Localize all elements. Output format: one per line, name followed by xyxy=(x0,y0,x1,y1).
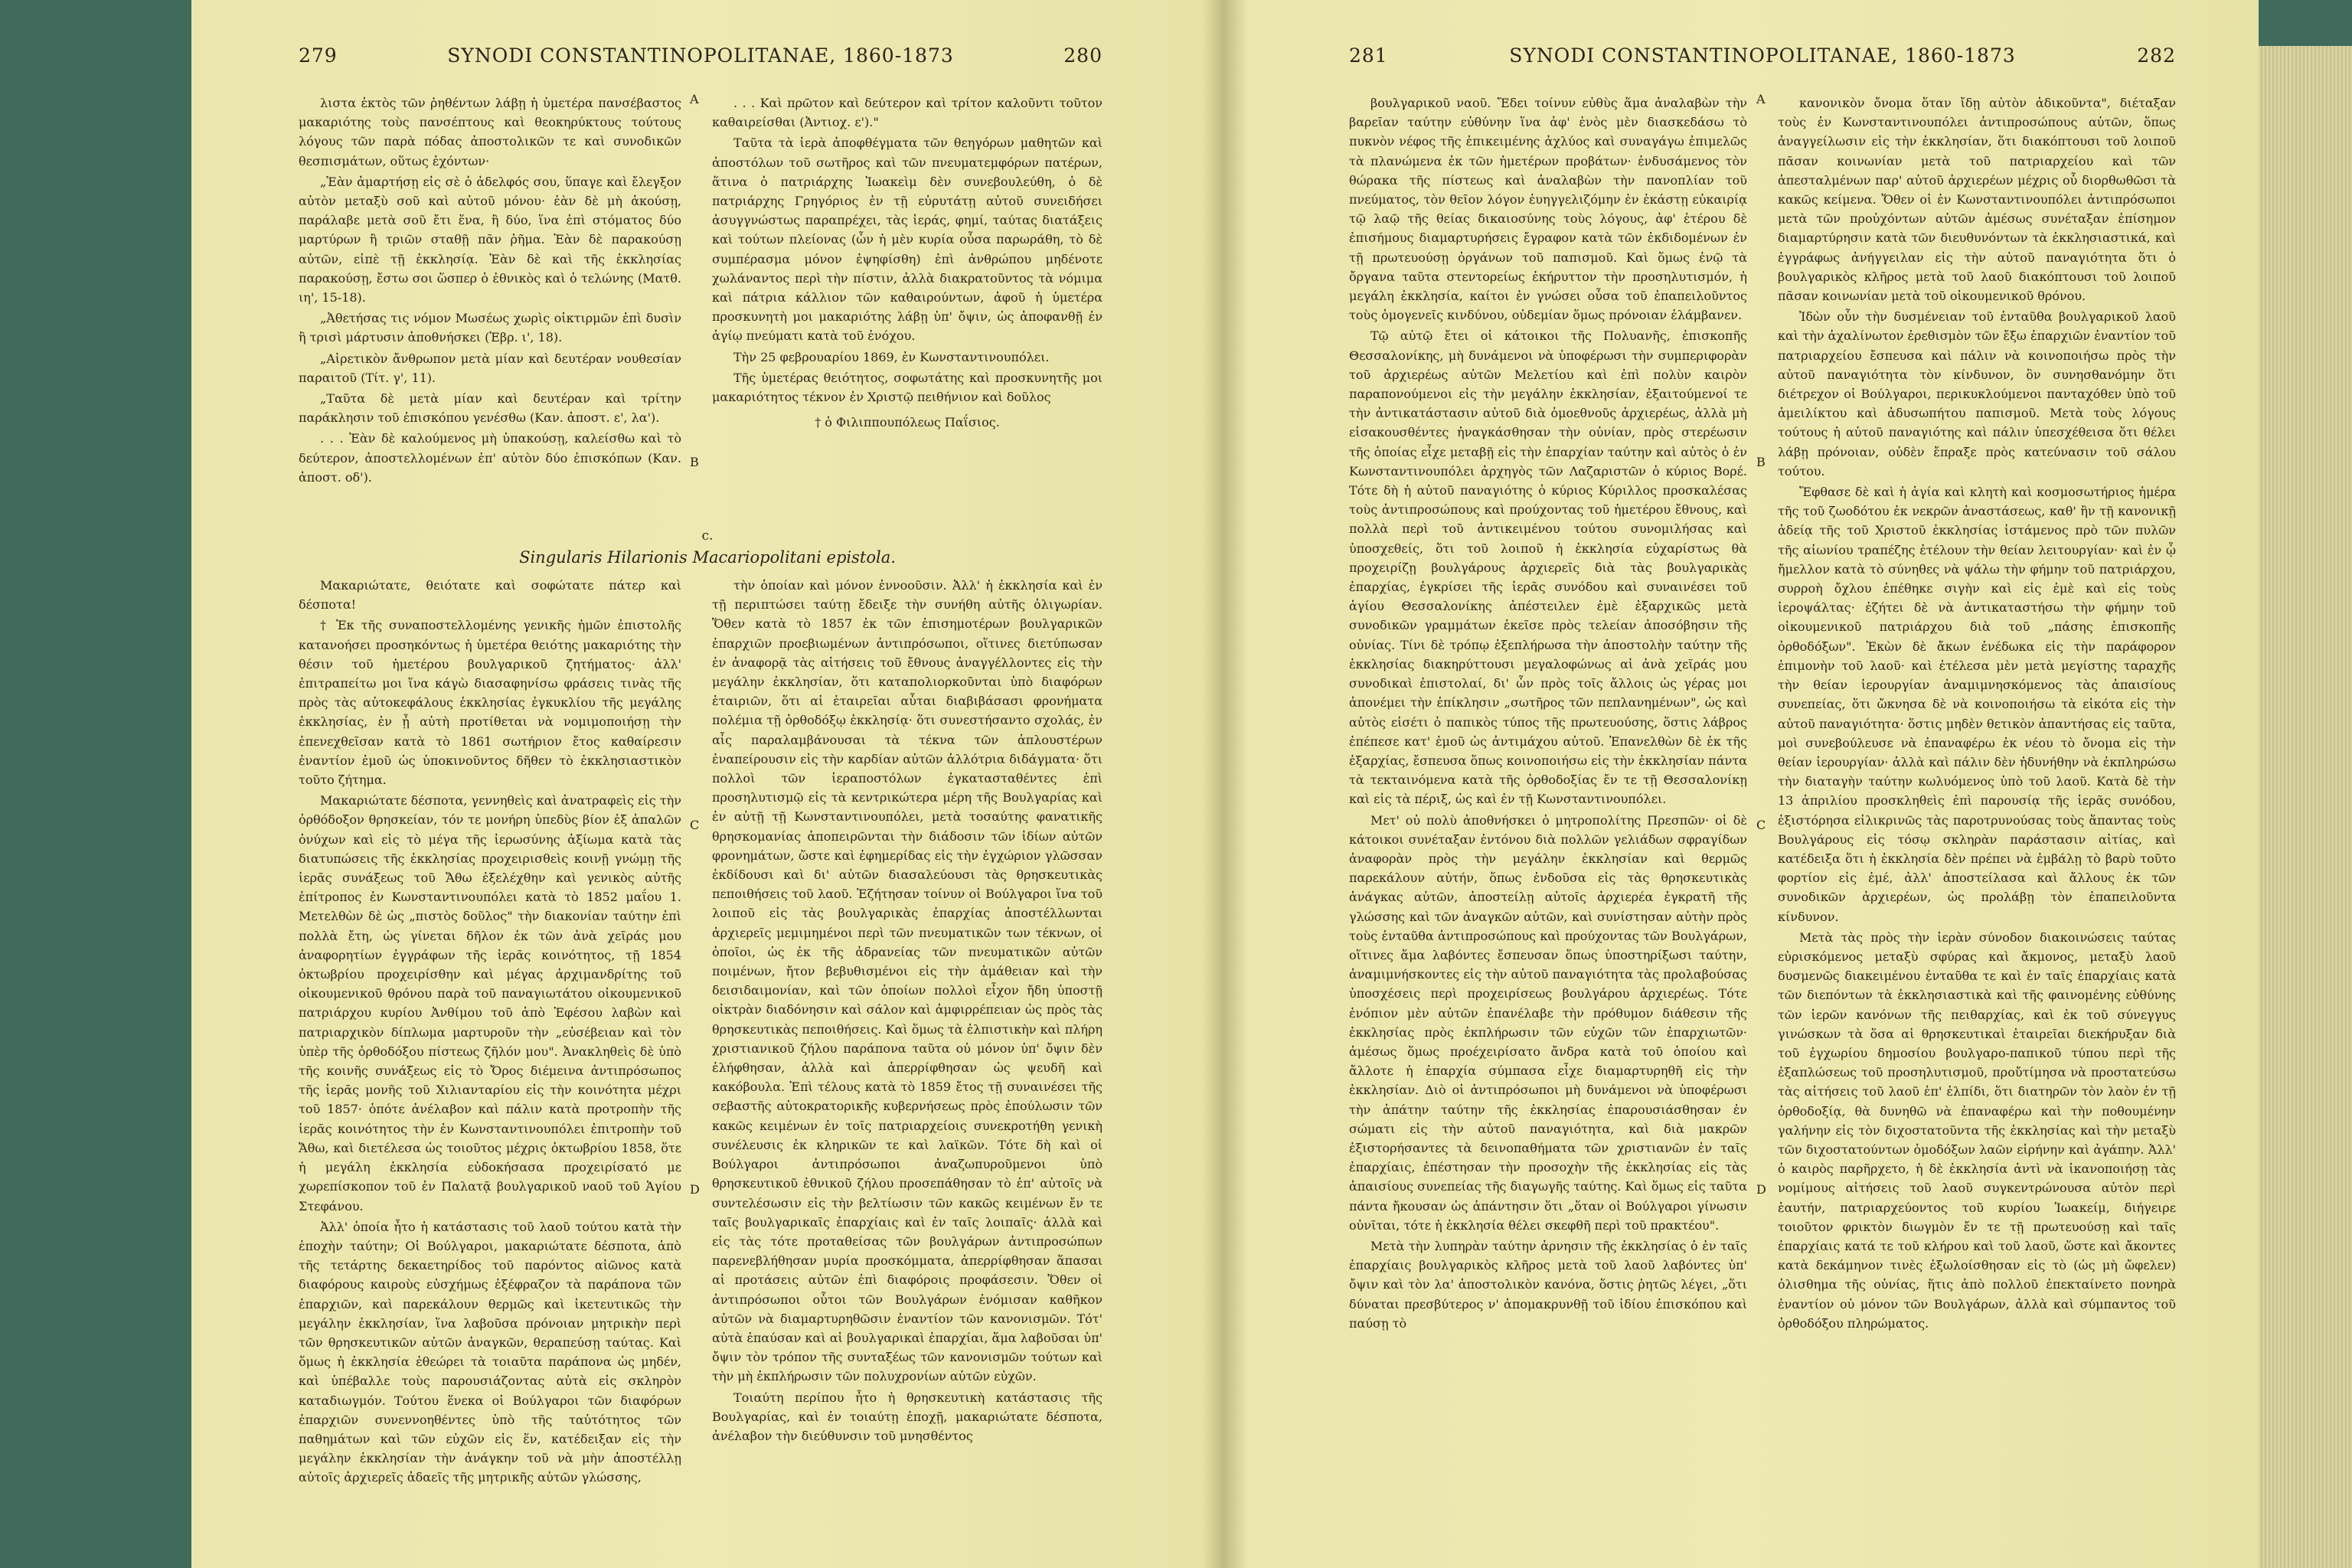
upper-column-right xyxy=(712,93,1102,507)
lower-column-left xyxy=(299,576,681,1540)
paragraph: Τὴν 25 φεβρουαρίου 1869, ἐν Κωνσταντινουπόλει. xyxy=(733,349,1050,364)
page-edges xyxy=(2259,46,2352,1568)
section-title: Singularis Hilarionis Macariopolitani epistola. xyxy=(519,548,896,567)
paragraph: „Ἀθετήσας τις νόμον Μωσέως χωρὶς οἰκτιρμῶν ἐπὶ δυσὶν ἢ τρισὶ μάρτυσιν ἀποθνήσκει (Ἑβρ. ι', 18). xyxy=(299,311,681,345)
section-letter: c. xyxy=(701,528,714,544)
page-header xyxy=(1349,44,2176,75)
page-number-281: 281 xyxy=(1349,44,1388,67)
running-title: SYNODI CONSTANTINOPOLITANAE, 1860-1873 xyxy=(1509,44,2016,67)
paragraph: Μακαριώτατε δέσποτα, γεννηθεὶς καὶ ἀνατραφεὶς εἰς τὴν ὀρθόδοξον θρησκείαν, τόν τε μονήρη ὑπεδὺς βίον ἐξ ἁπαλῶν ὀνύχων καὶ εἰς τὸ μέγα τῆς ἱερωσύνης ἀξίωμα κατὰ τὰς διατυπώσεις τῆς ἐκκλησίας προχειρισθεὶς κοινῇ γνώμῃ τῆς ἱερᾶς συνάξεως τοῦ Ἄθω ἐξελέχθην καὶ γενικὸς αὐτῆς ἐπίτροπος ἐν Κωνσταντινουπόλει κατὰ τὸ 1852 μαΐου 1. Μετελθὼν δὲ ὡς „πιστὸς δοῦλος" τὴν διακονίαν ταύτην ἐπὶ πολλὰ ἔτη, ὡς γίνεται δῆλον ἐκ τῶν ἀνὰ χεῖράς μου ἀναφορητίων ἐγγράφων τῆς ἱερᾶς κοινότητος, τῇ 1854 ὀκτωβρίου προχειρίσθην καὶ μέγας ἀρχιμανδρίτης τοῦ οἰκουμενικοῦ θρόνου παρὰ τοῦ παναγιωτάτου οἰκουμενικοῦ πατριάρχου κυρίου Ἀνθίμου τοῦ ἀπὸ Ἐφέσου λαβὼν καὶ πατριαρχικὸν δίπλωμα μαρτυροῦν τὴν „εὐσέβειαν καὶ τὸν ὑπὲρ τῆς ὀρθοδόξου πίστεως ζῆλόν μου". Ἀνακληθεὶς δὲ ὑπὸ τῆς κοινῆς συνάξεως εἰς τὸ Ὄρος διέμεινα ἀντιπρόσωπος τῆς ἱερᾶς μονῆς τοῦ Χιλιανταρίου εἰς τὴν κοινότητα μέχρι τοῦ 1857· ὁπότε ἀνέλαβον καὶ πάλιν κατὰ προτροπὴν τῆς ἱερᾶς κοινότητος τὴν ἐν Κωνσταντινουπόλει ἐπιτροπὴν τοῦ Ἄθω, καὶ διετέλεσα ὡς τοιοῦτος μέχρις ὀκτωβρίου 1858, ὅτε ἡ μεγάλη ἐκκλησία εὐδοκήσασα προχειρίσατό με χωρεπίσκοπον τοῦ ἐν Παλατᾷ βουλγαρικοῦ ναοῦ τοῦ Ἁγίου Στεφάνου. xyxy=(299,793,681,1214)
margin-marker-a: A xyxy=(1756,92,1766,106)
margin-marker-d: D xyxy=(1756,1182,1766,1197)
page-number-280: 280 xyxy=(1063,44,1102,67)
page-header xyxy=(299,44,1102,75)
margin-marker-c: C xyxy=(1756,818,1766,832)
margin-marker-a: A xyxy=(690,92,699,106)
paragraph: Τοιαύτη περίπου ἦτο ἡ θρησκευτικὴ κατάστασις τῆς Βουλγαρίας, καὶ ἐν τοιαύτῃ ἐποχῇ, μακαριώτατε δέσποτα, ἀνέλαβον τὴν διεύθυνσιν τοῦ μνησθέντος xyxy=(712,1390,1102,1443)
column-right xyxy=(1778,93,2176,1540)
paragraph: † Ἐκ τῆς συναποστελλομένης γενικῆς ἡμῶν ἐπιστολῆς κατανοήσει προσηκόντως ἡ ὑμετέρα θειότης μακαριότης τὴν θέσιν τοῦ ἡμετέρου βουλγαρικοῦ ζητήματος· ἀλλ' ἐπιτραπείτω μοι ἵνα κάγὼ διασαφηνίσω φράσεις τινὰς τῆς πρὸς τὰς αὐτοκεφάλους ἐκκλησίας ἐγκυκλίου τῆς μεγάλης ἐκκλησίας, ἐν ᾗ αὐτὴ προτίθεται νὰ νομιμοποιήσῃ τὴν ἐπενεχθεῖσαν κατὰ τὸ 1861 σωτήριον ἔτος καθαίρεσιν ἐναντίον ἐμοῦ ὡς ὑποκινοῦντος δῆθεν τὸ ἐκκλησιαστικὸν τοῦτο ζήτημα. xyxy=(299,618,681,788)
lower-column-right xyxy=(712,576,1102,1540)
paragraph: Ἔφθασε δὲ καὶ ἡ ἁγία καὶ κλητὴ καὶ κοσμοσωτήριος ἡμέρα τῆς τοῦ ζωοδότου ἐκ νεκρῶν ἀναστάσεως, καθ' ἣν τῇ κανονικῇ ἀδείᾳ τῆς τοῦ Χριστοῦ ἐκκλησίας ἱστάμενος πρὸ τῶν πυλῶν τῆς αἰωνίου τραπέζης ἐτέλουν τὴν θείαν λειτουργίαν· καὶ ἐν ᾧ ἤμελλον κατὰ τὸ σύνηθες νὰ ψάλω τὴν φήμην τοῦ πατριάρχου, συρροὴ ὄχλου ἐπέθηκε σιγὴν καὶ εἰς ἐμὲ καὶ εἰς τοὺς ἱεροψάλτας· ἐζήτει δὲ νὰ ἀντικαταστήσω τὴν φήμην τοῦ οἰκουμενικοῦ πατριάρχου διὰ τοῦ „πάσης ἐπισκοπῆς ὀρθοδόξων". Ἐκὼν δὲ ἄκων ἐνέδωκα εἰς τὴν παράφορον ἐπιμονὴν τοῦ λαοῦ· καὶ ἐτέλεσα μὲν μετὰ μεγίστης ταραχῆς τὴν θείαν ἱερουργίαν ἀναμιμνησκόμενος τὰς ἀπαισίους συνεπείας, ὅτι ὤκνησα δὲ νὰ κοινοποιήσω τὰ εἰκότα εἰς τὴν αὐτοῦ παναγιότητα· ὅστις μηδὲν θετικὸν ἀπαντήσας εἰς ταῦτα, μοὶ συνεβούλευσε νὰ ἐπαναφέρω ἐκ νέου τὸ ὄνομα εἰς τὴν θείαν ἱερουργίαν· ἀλλὰ καὶ πάλιν δὲν ἠδυνήθην νὰ ἐκπληρώσω τὴν διαταγὴν ταύτην κωλυόμενος ὑπὸ τοῦ λαοῦ. Κατὰ δὲ τὴν 13 ἀπριλίου προσκληθεὶς ἐπὶ παρουσίᾳ τῆς ἱερᾶς συνόδου, ἐξιστόρησα εἰλικρινῶς τὰς παροτρυνούσας τοὺς ἅπαντας τοὺς Βουλγάρους εἰς τόσῳ σκληρὰν παράστασιν αἰτίας, καὶ κατέδειξα ὅτι ἡ ἐκκλησία δὲν πρέπει νὰ ἐμβάλῃ τὸ βαρὺ τοῦτο φορτίον εἰς ἐμέ, ἀλλ' ἀποστείλασα καὶ ἄλλους ἐκ τῶν συνοδικῶν ἀρχιερέων, ὡς προλάβῃ τὸν ἐπαπειλοῦντα κίνδυνον. xyxy=(1778,485,2176,924)
page-number-282: 282 xyxy=(2137,44,2176,67)
paragraph: Ἰδὼν οὖν τὴν δυσμένειαν τοῦ ἐνταῦθα βουλγαρικοῦ λαοῦ καὶ τὴν ἀχαλίνωτον ἐρεθισμὸν τῶν ἔξω ἐπαρχιῶν ἐναντίον τοῦ πατριαρχείου ἔσπευσα καὶ πάλιν νὰ κοινοποιήσω πρὸς τὴν αὐτοῦ παναγιότητα τὸν κίνδυνον, ὃν συνησθανόμην ὅτι διέτρεχον οἱ Βούλγαροι, περικυκλούμενοι πανταχόθεν ὑπὸ τοῦ ἀμειλίκτου καὶ ἀδυσωπήτου παπισμοῦ. Μετὰ τοὺς λόγους τούτους ἡ αὐτοῦ παναγιότης καὶ πάλιν ὑπεσχέθεισα ὅτι θέλει λάβῃ πρόνοιαν, οὐδὲν ἔπραξε πρὸς κατεύνασιν τοῦ σάλου τούτου. xyxy=(1778,309,2176,479)
paragraph: Ταῦτα τὰ ἱερὰ ἀποφθέγματα τῶν θεηγόρων μαθητῶν καὶ ἀποστόλων τοῦ σωτῆρος καὶ τῶν πνευματεμφόρων πατέρων, ἅτινα ὁ πατριάρχης Ἰωακεὶμ δὲν συνεβουλεύθη, ὁ δὲ πατριάρχης Γρηγόριος ἐν τῇ εὐρυτάτῃ αὐτοῦ συνειδήσει ἀσυγγνώστως παραπρέχει, τὰς ἱεράς, φημί, ταύτας διατάξεις καὶ τούτων πλείονας (ὧν ἡ μὲν κυρία οὖσα παρωράθη, τὸ δὲ συμπέρασμα μόνον ἐψηφίσθη) ἐπὶ ἀνθρώπου μηδένοτε χωλάναντος περὶ τὴν πίστιν, ἀλλὰ διακρατοῦντος τὰ νόμιμα καὶ πάτρια κάλλιον τῶν καθαιρούντων, ἀφοῦ ἡ ὑμετέρα προσκυνητὴ μοι μακαριότης λάβῃ ὑπ' ὄψιν, ὡς ἀποφανθῇ ἐν ἁγίῳ πνεύματι κατὰ τοῦ ἐνόχου. xyxy=(712,136,1102,344)
paragraph: λιστα ἐκτὸς τῶν ῥηθέντων λάβῃ ἡ ὑμετέρα πανσέβαστος μακαριότης τοὺς πανσέπτους καὶ θεοκηρύκτους τούτους λόγους τῶν παρὰ πόδας ἀποστολικῶν τε καὶ συνοδικῶν θεσπισμάτων, οὕτως ἐχόντων· xyxy=(299,96,681,168)
paragraph: . . . Καὶ πρῶτον καὶ δεύτερον καὶ τρίτον καλοῦντι τοῦτον καθαιρείσθαι (Ἀντιοχ. ε')." xyxy=(712,96,1102,130)
running-title: SYNODI CONSTANTINOPOLITANAE, 1860-1873 xyxy=(447,44,954,67)
left-page xyxy=(191,0,1223,1568)
paragraph: Τῆς ὑμετέρας θειότητος, σοφωτάτης καὶ προσκυνητῆς μοι μακαριότητος τέκνον ἐν Χριστῷ πειθήνιον καὶ δοῦλος xyxy=(712,370,1102,405)
paragraph: „Ταῦτα δὲ μετὰ μίαν καὶ δευτέραν καὶ τρίτην παράκλησιν τοῦ ἐπισκόπου γενέσθω (Καν. ἀποστ. ε', λα'). xyxy=(299,391,681,426)
page-number-279: 279 xyxy=(299,44,338,67)
paragraph: „Αἱρετικὸν ἄνθρωπον μετὰ μίαν καὶ δευτέραν νουθεσίαν παραιτοῦ (Τίτ. γ', 11). xyxy=(299,351,681,385)
margin-marker-d: D xyxy=(690,1182,700,1197)
paragraph: Τῷ αὐτῷ ἔτει οἱ κάτοικοι τῆς Πολυανῆς, ἐπισκοπῆς Θεσσαλονίκης, μὴ δυνάμενοι νὰ ὑποφέρωσι τὴν συμπεριφορὰν τοῦ ἀρχιερέως αὐτῶν Μελετίου καὶ ἐπὶ πολὺν καιρὸν παραπονούμενοι εἰς τὴν μεγάλην ἐκκλησίαν, ἐξαιτούμενοί τε τὴν ἀντικατάστασιν αὐτοῦ διὰ ὁμοεθνοῦς ἀρχιερέως, ἀλλὰ μὴ εἰσακουσθέντες ἠναγκάσθησαν τὴν οὐνίαν, πρὸς στερέωσιν τῆς ὁποίας εἶχε μεταβῇ εἰς τὴν ἐπαρχίαν ταύτην καὶ αὐτὸς ὁ ἐν Κωνσταντινουπόλει ἀρχηγὸς τῶν Λαζαριστῶν ὁ κύριος Βορέ. Τότε δὴ ἡ αὐτοῦ παναγιότης ὁ κύριος Κύριλλος προσκαλέσας τοὺς ἀντιπροσώπους καὶ προύχοντας τοῦ ἡμετέρου ἔθνους, καὶ πολλὰ περὶ τοῦ ἀντικειμένου τούτου συνομιλήσας καὶ ὑποσχεθείς, ὅτι τοῦ λοιποῦ ἡ ἐκκλησία εὐχαρίστως θὰ προχειρίζῃ βουλγάρους ἀρχιερεῖς διὰ τὰς βουλγαρικὰς ἐπαρχίας, ἐγκρίσει τῆς ἱερᾶς συνόδου καὶ συναινέσει τοῦ ἁγίου Θεσσαλονίκης ἀπέστειλεν ἐμὲ ἐξαρχικῶς μετὰ συνοδικῶν γραμμάτων ἐκεῖσε πρὸς τελείαν ἀποσόβησιν τῆς οὐνίας. Τίνι δὲ τρόπῳ ἐξεπλήρωσα τὴν ἀποστολὴν ταύτην τῆς ἐκκλησίας διακηρύττουσι μεγαλοφώνως αἱ ἀνὰ χεῖράς μου συνοδικαὶ ἐπιστολαί, δι' ὧν πρὸς τοῖς ἄλλοις ὡς γέρας μοι ἀπονέμει τὴν ἐπίκλησιν „σωτῆρος τῶν πεπλανημένων", ὡς καὶ αὐτὸς εἰσέτι ὁ παπικὸς τύπος τῆς πρωτευούσης, ὅστις λάβρος ἐπέπεσε κατ' ἐμοῦ ὡς ἀντιμάχου αὐτοῦ. Ἐπανελθὼν δὲ ἐκ τῆς ἐξαρχίας, ἔσπευσα ὅπως κοινοποιήσω εἰς τὴν ἐκκλησίαν πάντα τὰ τεκταινόμενα κατὰ τῆς ὀρθοδοξίας ἔν τε τῇ Θεσσαλονίκῃ καὶ εἰς τὰ πέριξ, ὡς καὶ ἐν τῇ Κωνσταντινουπόλει. xyxy=(1349,328,1747,807)
paragraph: Μετὰ τὴν λυπηρὰν ταύτην ἀρνησιν τῆς ἐκκλησίας ὁ ἐν ταῖς ἐπαρχίαις βουλγαρικὸς κλῆρος μετὰ τοῦ λαοῦ λαβόντες ὑπ' ὄψιν καὶ τὸν λα' ἀποστολικὸν κανόνα, ὅστις ῥητῶς λέγει, „ὅτι δύναται πρεσβύτερος ν' ἀπομακρυνθῇ τοῦ ἰδίου ἐπισκόπου καὶ παύσῃ τὸ xyxy=(1349,1238,1747,1331)
paragraph: Ἀλλ' ὁποία ἦτο ἡ κατάστασις τοῦ λαοῦ τούτου κατὰ τὴν ἐποχὴν ταύτην; Οἱ Βούλγαροι, μακαριώτατε δέσποτα, ἀπὸ τῆς τετάρτης δεκαετηρίδος τοῦ παρόντος αἰῶνος κατὰ διαφόρους καιροὺς εὐσχήμως ἐξέφραζον τὰ παράπονα τῶν ἐπαρχιῶν, καὶ παρεκάλουν θερμῶς καὶ ἱκετευτικῶς τὴν μεγάλην ἐκκλησίαν, ἵνα λαβοῦσα πρόνοιαν μητρικὴν περὶ τῶν θρησκευτικῶν αὐτῶν ἀναγκῶν, θεραπεύσῃ ταύτας. Καὶ ὅμως ἡ ἐκκλησία ἐθεώρει τὰ τοιαῦτα παράπονα ὡς μηδέν, καὶ ὑπέβαλλε τοὺς παρουσιάζοντας αὐτὰ εἰς σκληρὸν καταδιωγμόν. Τούτου ἕνεκα οἱ Βούλγαροι τῶν διαφόρων ἐπαρχιῶν συνεννοηθέντες ὑπὸ τῆς ταὐτότητος τῶν παθημάτων καὶ τῶν εὐχῶν εἰς ἕν, κατέδειξαν εἰς τὴν μεγάλην ἐκκλησίαν τὴν ἀνάγκην τοῦ νὰ μὴν ἀποστέλλῃ αὐτοῖς ἀρχιερεῖς ἀδαεῖς τῆς μητρικῆς αὐτῶν γλώσσης, xyxy=(299,1219,681,1485)
open-book xyxy=(191,0,2259,1568)
paragraph: Μακαριώτατε, θειότατε καὶ σοφώτατε πάτερ καὶ δέσποτα! xyxy=(299,578,681,612)
signature: † ὁ Φιλιππουπόλεως Παΐσιος. xyxy=(815,415,1000,430)
paragraph: . . . Ἐὰν δὲ καλούμενος μὴ ὑπακούσῃ, καλείσθω καὶ τὸ δεύτερον, ἀποστελλομένων ἐπ' αὐτὸν δύο ἐπισκόπων (Καν. ἀποστ. οδ'). xyxy=(299,431,681,485)
margin-marker-b: B xyxy=(1756,455,1766,469)
column-left xyxy=(1349,93,1747,1540)
paragraph: βουλγαρικοῦ ναοῦ. Ἔδει τοίνυν εὐθὺς ἅμα ἀναλαβὼν τὴν βαρεῖαν ταύτην εὐθύνην ἵνα ἀφ' ἑνὸς μὲν διασκεδάσω τὸ πυκνὸν νέφος τῆς ἐπικειμένης ἀχλύος καὶ συναγάγω ἐπιμελῶς τὰ πλανώμενα ἐκ τῶν ἡμετέρων προβάτων· ἐνδυσάμενος τὸν θώρακα τῆς πίστεως καὶ ἀναλαβὼν τὴν πανοπλίαν τοῦ πνεύματος, τὸν θεῖον λόγον ἐυηγγελιζόμην ἐν ἑκάστῃ εὐκαιρίᾳ τῷ λαῷ τῆς θείας δικαιοσύνης τοὺς λόγους, ἀφ' ἑτέρου δὲ ἐπισήμους διαμαρτυρήσεις ἔγραφον κατὰ τῶν ἐκδιδομένων ἐν τῇ πρωτευούσῃ ὀργάνων τοῦ παπισμοῦ. Καὶ ὅμως ἐνῷ τὰ ὄργανα ταῦτα στεντορείως ἐκήρυττον τὴν προσηλυτισμόν, ἡ μεγάλη ἐκκλησία, καίτοι ἐν γνώσει οὖσα τοῦ ἐπαπειλοῦντος τοὺς ὁμογενεῖς κινδύνου, οὐδεμίαν ὅμως πρόνοιαν ἐλάμβανεν. xyxy=(1349,96,1747,323)
right-page xyxy=(1227,0,2259,1568)
upper-column-left xyxy=(299,93,681,507)
paragraph: Μετ' οὐ πολὺ ἀποθνήσκει ὁ μητροπολίτης Πρεσπῶν· οἱ δὲ κάτοικοι συνέταξαν ἐντόνου διὰ πολλῶν γελιάδων σφραγίδων ἀναφορὰν πρὸς τὴν μεγάλην ἐκκλησίαν καὶ θερμῶς παρεκάλουν αὐτήν, ὅπως ἐνδοῦσα εἰς τὰς θρησκευτικὰς ἀνάγκας αὐτῶν, ἀποστείλῃ αὐτοῖς ἀρχιερέα ἐγκρατῆ τῆς γλώσσης καὶ τῶν ἀναγκῶν αὐτῶν, καὶ συνίστησαν αὐτὴν πρὸς τοὺς ἐνταῦθα ἀντιπροσώπους καὶ προύχοντας τῶν Βουλγάρων, οἵτινες ἅμα λαβόντες ἔσπευσαν ὅπως ὑποστηρίξωσι ταύτην, ἀναμιμνήσκοντες εἰς τὴν αὐτοῦ παναγιότητα τὰς προλαβούσας ὑποσχέσεις περὶ προχειρίσεως βουλγάρου ἀρχιερέως. Τότε ἐνόπιον μὲν αὐτῶν ἐπανέλαβε τὴν πρόθυμον διάθεσιν τῆς ἐκκλησίας πρὸς ἐκπλήρωσιν τῶν εὐχῶν τῶν ἐπαρχιωτῶν· ἀμέσως ὅμως προέχειρίσατο ἄνδρα κατὰ τοῦ ὁποίου καὶ ἄλλοτε ἡ ἐπαρχία σύμπασα εἶχε διαμαρτυρηθῆ εἰς τὴν ἐκκλησίαν. Διὸ οἱ ἀντιπρόσωποι μὴ δυνάμενοι νὰ ὑποφέρωσι τὴν ἀπάτην ταύτην τῆς ἐκκλησίας ἐπαρουσιάσθησαν ἐν σώματι εἰς τὴν αὐτοῦ παναγιότητα, καὶ διὰ μακρῶν ἐξιστορήσαντες τὰ δεινοπαθήματα τῶν χριστιανῶν ἐν ταῖς ἐπαρχίαις, ἐπέστησαν τὴν προσοχὴν τῆς ἐκκλησίας εἰς τὰς ἀπαισίους συνεπείας τῆς διαγωγῆς ταύτης. Καὶ ὅμως εἰς ταῦτα πάντα ἤκουσαν ὡς ἀπάντησιν ὅτι „ὅταν οἱ Βούλγαροι γίνωσιν οὐνῖται, τότε ἡ ἐκκλησία θέλει σκεφθῆ περὶ τοῦ πρακτέου". xyxy=(1349,812,1747,1233)
paragraph: Μετὰ τὰς πρὸς τὴν ἱερὰν σύνοδον διακοινώσεις ταύτας εὑρισκόμενος μεταξὺ σφύρας καὶ ἄκμονος, μεταξὺ λαοῦ δυσμενῶς διακειμένου ἐνταῦθα τε καὶ ἐν ταῖς ἐπαρχίαις κατὰ τῶν διεπόντων τὰ ἐκκλησιαστικὰ καὶ τῆς φαινομένης εὐθύνης τῶν ἱερῶν κανόνων τῆς πειθαρχίας, καὶ ἐκ τοῦ σύνεγγυς γινώσκων τὰ ὅσα αἱ θρησκευτικαὶ ἑταιρεῖαι διεκήρυξαν διὰ τοῦ ἐγχωρίου δημοσίου βουλγαρο-παπικοῦ τύπου περὶ τῆς ἐξαπλώσεως τοῦ προσηλυτισμοῦ, προὔτίμησα νὰ προστατεύσω τὰς αἰτήσεις τοῦ λαοῦ ἐπ' ἐλπίδι, ὅτι διατηρῶν τὸν λαὸν ἐν τῇ ὀρθοδοξίᾳ, θὰ δυνηθῶ νὰ ἐπαναφέρω καὶ τὴν ποθουμένην γαλήνην εἰς τὸν διχοστατοῦντα τῆς ἐκκλησίας καὶ τὴν μεταξὺ τῶν διχοστατούντων ὁμοδόξων λαῶν εἰρήνην καὶ ἀγάπην. Ἀλλ' ὁ καιρὸς παρῆρχετο, ἡ δὲ ἐκκλησία ἀντὶ νὰ ἱκανοποιήσῃ τὰς νομίμους αἰτήσεις τοῦ λαοῦ συγκεντρώνουσα αὐτὸν περὶ ἑαυτήν, πατριαρχεύοντος τοῦ κυρίου Ἰωακείμ, διήγειρε τοιοῦτον φρικτὸν διωγμὸν ἔν τε τῇ πρωτευούσῃ καὶ ταῖς ἐπαρχίαις κατά τε τοῦ κλήρου καὶ τοῦ λαοῦ, ὥστε καὶ ἄκοντες κατὰ δεκάμηνον τινὲς ἐξωλοίσθησαν εἰς τὸ (ὡς μὴ ὤφελεν) ὀλισθημα τῆς οὐνίας, ἥτις ἀπὸ πολλοῦ ἐπεκταίνετο πονηρὰ ἐναντίον οὐ μόνον τῶν Βουλγάρων, ἀλλὰ καὶ σύμπαντος τοῦ ὀρθοδόξου πληρώματος. xyxy=(1778,929,2176,1331)
paragraph: κανονικὸν ὄνομα ὅταν ἴδῃ αὐτὸν ἀδικοῦντα", διέταξαν τοὺς ἐν Κωνσταντινουπόλει ἀντιπροσώπους αὐτῶν, ὅπως ἀναγγείλωσιν εἰς τὴν ἐκκλησίαν, ὅτι διακόπτουσι τοῦ λοιποῦ πᾶσαν κοινωνίαν μετὰ τοῦ πατριαρχείου καὶ τῶν ἀπεσταλμένων παρ' αὐτοῦ ἀρχιερέων μέχρις οὗ διορθωθῶσι τὰ κακῶς κείμενα. Ὅθεν οἱ ἐν Κωνσταντινουπόλει ἀντιπρόσωποι μετὰ τῶν προὐχόντων αὐτῶν ἀμέσως συνέταξαν ἐπίσημον διαμαρτύρησιν κατὰ τῶν διευθυνόντων τὰ ἐκκλησιαστικά, καὶ ἐγγράφως ἀνήγγειλαν εἰς τὴν αὐτοῦ παναγιότητα ὅτι ὁ βουλγαρικὸς κλῆρος μετὰ τοῦ λαοῦ διακόπτουσι τοῦ λοιποῦ πᾶσαν κοινωνίαν μετὰ τοῦ οἰκουμενικοῦ θρόνου. xyxy=(1778,96,2176,304)
paragraph: τὴν ὁποίαν καὶ μόνον ἐννοοῦσιν. Ἀλλ' ἡ ἐκκλησία καὶ ἐν τῇ περιπτώσει ταύτῃ ἔδειξε τὴν συνήθη αὐτῆς ὀλιγωρίαν. Ὅθεν κατὰ τὸ 1857 ἐκ τῶν ἐπισημοτέρων βουλγαρικῶν ἐπαρχιῶν προεβιωμένων ἀντιπρόσωποι, οἵτινες διετύπωσαν ἐν ἀναφορᾷ τὰς αἰτήσεις τοῦ ἔθνους ἀναγγέλλοντες εἰς τὴν μεγάλην ἐκκλησίαν, ὅτι καταπολιορκοῦνται ὑπὸ διαφόρων ἑταιριῶν, ὅτι αἱ ἑταιρεῖαι αὗται διαβιβάσασι φρονήματα πολέμια τῇ ὀρθοδόξῳ ἐκκλησίᾳ· ὅτι συνεστήσαντο σχολάς, ἐν αἷς παραλαμβάνουσαι τὰ τέκνα τῶν ἀπλουστέρων ἐναπείρουσιν εἰς τὴν καρδίαν αὐτῶν ἀλλότρια διδάγματα· ὅτι πολλοὶ τῶν ἱεραποστόλων ἐγκατασταθέντες ἐπὶ προσηλυτισμῷ εἰς τὰ κεντρικώτερα μέρη τῆς Βουλγαρίας καὶ ἐν αὐτῇ τῇ Κωνσταντινουπόλει, μετὰ τοσαύτης φανατικῆς θρησκομανίας ἀποπειρῶνται τὴν διάδοσιν τῶν ἰδίων αὐτῶν φρονημάτων, ὥστε καὶ ἐφημερίδας εἰς τὴν ἐγχώριον γλῶσσαν ἐκδίδουσι καὶ δι' αὐτῶν διασαλεύουσι τὰς θρησκευτικὰς πεποιθήσεις τοῦ λαοῦ. Ἐζήτησαν τοίνυν οἱ Βούλγαροι ἵνα τοῦ λοιποῦ εἰς τὰς βουλγαρικὰς ἐπαρχίας ἀποστέλλωνται ἀρχιερεῖς μεμιμημένοι περὶ τῶν πνευματικῶν των τέκνων, οἱ ὁποῖοι, ὡς ἐκ τῆς ἀδρανείας τῶν πνευματικῶν αὐτῶν ποιμένων, ἤτον βεβυθισμένοι εἰς τὴν ἀμάθειαν καὶ τὴν δεισιδαιμονίαν, καὶ τῶν ὁποίων πολλοὶ εἶχον ἤδη ὑποστῇ οἰκτρὰν διαδόνησιν καὶ σάλον καὶ ἀμφιρρέπειαν ὡς πρὸς τὰς θρησκευτικὰς πεποιθήσεις. Καὶ ὅμως τὰ ἐλπιστικὴν καὶ πλήρη χριστιανικοῦ ζήλου παράπονα ταῦτα οὐ μόνον ὑπ' ὄψιν δὲν ἐλήφθησαν, ἀλλὰ καὶ ἀπερρίφθησαν ὡς ψευδῆ καὶ κακόβουλα. Ἐπὶ τέλους κατὰ τὸ 1859 ἔτος τῇ συναινέσει τῆς σεβαστῆς αὐτοκρατορικῆς κυβερνήσεως πρὸς ἐπούλωσιν τῶν κακῶς κειμένων ἐν τοῖς πατριαρχείοις συνεκροτήθη γενικὴ συνέλευσις ἐκ κληρικῶν τε καὶ λαϊκῶν. Τότε δὴ καὶ οἱ Βούλγαροι ἀντιπρόσωποι ἀναζωπυροῦμενοι ὑπὸ θρησκευτικοῦ ἐθνικοῦ ζήλου προσεπάθησαν τὸ ἐπ' αὐτοῖς νὰ συντελέσωσιν εἰς τὴν βελτίωσιν τῶν κακῶς κειμένων ἔν τε ταῖς βουλγαρικαῖς ἐπαρχίαις καὶ ἐν ταῖς λοιπαῖς· ἀλλὰ καὶ εἰς τὰς τότε προταθείσας τῶν βουλγάρων ἀντιπροσώπων παρενεβλήθησαν μυρία προσκόμματα, ἀπερρίφθησαν ἅπασαι αἱ προτάσεις αὐτῶν ἐπὶ διαφόροις προφάσεσιν. Ὅθεν οἱ ἀντιπρόσωποι οὗτοι τῶν Βουλγάρων ἐνόμισαν καθῆκον αὐτῶν νὰ διαμαρτυρηθῶσιν ἐναντίον τῶν κανονισμῶν. Τότ' αὐτὰ ἐπαύσαν καὶ αἱ βουλγαρικαὶ ἐπαρχίαι, ἅμα λαβοῦσαι ὑπ' ὄψιν τὸν τρόπον τῆς συνταξέως τῶν κανονισμῶν τούτων καὶ τὴν μὴ ἐκπλήρωσιν τῶν πολυχρονίων αὐτῶν εὐχῶν. xyxy=(712,578,1102,1384)
margin-marker-c: C xyxy=(690,818,700,832)
paragraph: „Ἐὰν ἁμαρτήσῃ εἰς σὲ ὁ ἀδελφός σου, ὕπαγε καὶ ἔλεγξον αὐτὸν μεταξὺ σοῦ καὶ αὐτοῦ μόνου· ἐὰν δὲ μὴ ἀκούσῃ, παράλαβε μετὰ σοῦ ἔτι ἕνα, ἢ δύο, ἵνα ἐπὶ στόματος δύο μαρτύρων ἢ τριῶν σταθῇ πᾶν ῥῆμα. Ἐὰν δὲ παρακούσῃ αὐτῶν, εἰπὲ τῇ ἐκκλησίᾳ. Ἐὰν δὲ καὶ τῆς ἐκκλησίας παρακούσῃ, ἔστω σοι ὥσπερ ὁ ἐθνικὸς καὶ ὁ τελώνης (Ματθ. ιη', 15-18). xyxy=(299,174,681,305)
margin-marker-b: B xyxy=(690,455,699,469)
